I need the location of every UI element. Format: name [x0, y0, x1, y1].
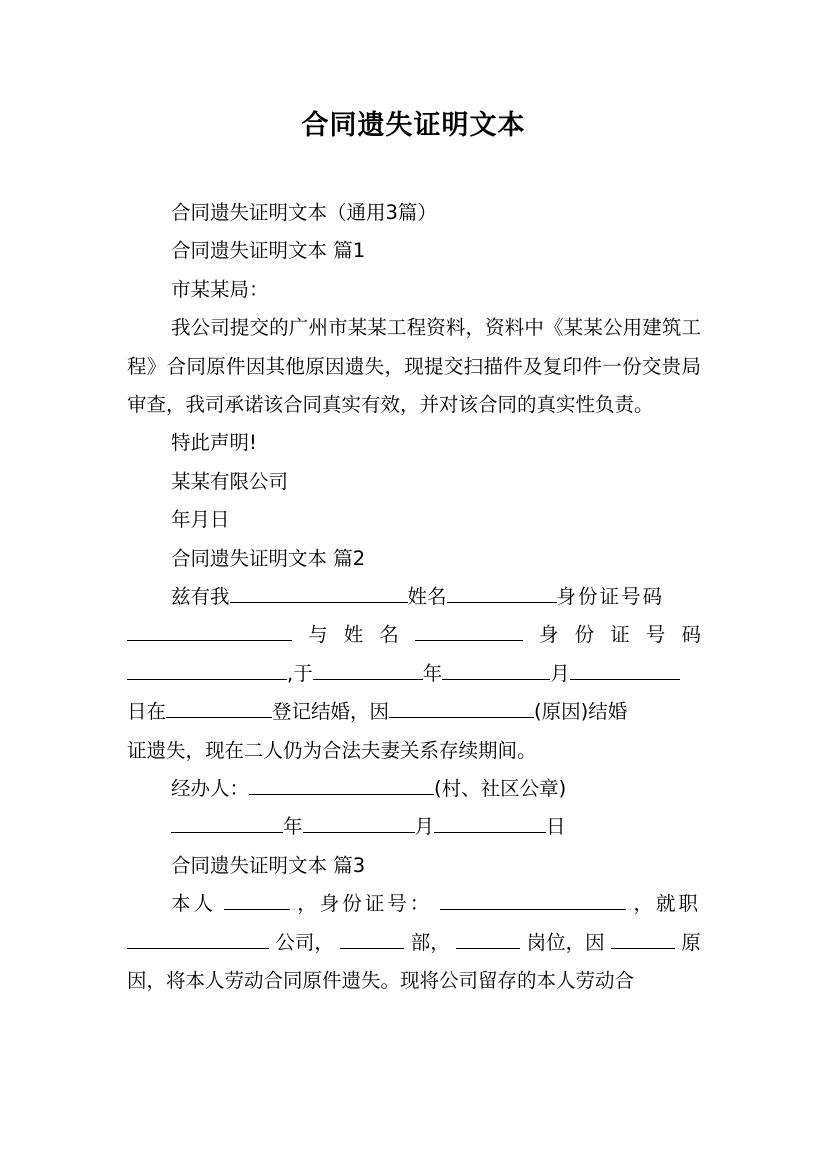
blank-field — [224, 887, 290, 910]
text-segment: 号 — [645, 623, 666, 647]
date-month-label: 月 — [414, 815, 435, 839]
blank-field — [127, 657, 287, 680]
blank-field — [303, 810, 415, 833]
part2-line2 — [127, 616, 701, 654]
blank-field — [340, 926, 404, 949]
text-segment: 原 — [681, 930, 701, 954]
blank-field — [434, 810, 546, 833]
seal-label: (村、社区公章) — [434, 777, 567, 801]
text-segment: 身份证号码 — [556, 585, 665, 609]
date-day-label: 日 — [546, 815, 566, 839]
text-segment: 岗位，因 — [526, 930, 605, 954]
blank-field — [442, 657, 550, 680]
blank-field — [440, 887, 626, 910]
text-segment: 身 — [539, 623, 559, 647]
text-segment: ，身份证号： — [297, 892, 433, 916]
text-segment: 姓 — [343, 623, 364, 647]
text-segment: 日在 — [127, 700, 167, 724]
text-segment: 与 — [308, 623, 328, 647]
part3-line2 — [127, 924, 701, 962]
document-body — [127, 194, 701, 1000]
blank-field — [313, 657, 423, 680]
text-segment: ,于 — [287, 661, 313, 685]
blank-field — [447, 580, 557, 603]
part1-declaration: 特此声明! — [171, 431, 257, 455]
part1-heading: 合同遗失证明文本 篇1 — [171, 239, 366, 263]
part1-addressee: 市某某局： — [171, 277, 269, 301]
part2-line1 — [127, 578, 701, 616]
intro-line: 合同遗失证明文本（通用3篇） — [171, 201, 437, 224]
part2-line5: 证遗失，现在二人仍为合法夫妻关系存续期间。 — [127, 738, 537, 762]
part1-body: 我公司提交的广州市某某工程资料，资料中《某某公用建筑工程》合同原件因其他原因遗失，现提交扫描件及复印件一份交贵局审查，我司承诺该合同真实有效，并对该合同的真实性负责。 — [127, 316, 701, 417]
part3-heading: 合同遗失证明文本 篇3 — [171, 853, 366, 877]
text-segment: 本人 — [171, 892, 217, 916]
text-segment: 部， — [410, 930, 450, 954]
part1-date: 年月日 — [171, 508, 230, 532]
text-segment: 名 — [379, 623, 399, 647]
blank-field — [171, 810, 283, 833]
part2-line4 — [127, 693, 701, 731]
blank-field — [570, 657, 680, 680]
text-segment: 兹有我 — [171, 585, 230, 609]
blank-field — [127, 618, 292, 641]
blank-field — [166, 695, 272, 718]
text-segment: 姓名 — [407, 585, 447, 609]
part3-line3: 因，将本人劳动合同原件遗失。现将公司留存的本人劳动合 — [127, 969, 635, 992]
text-segment: ，就职 — [633, 892, 701, 916]
text-segment: 码 — [681, 623, 701, 647]
part2-line3 — [127, 655, 701, 693]
blank-field — [415, 618, 523, 641]
text-segment: 年 — [422, 661, 443, 685]
blank-field — [230, 580, 408, 603]
text-segment: (原因)结婚 — [534, 700, 628, 724]
blank-field — [456, 926, 520, 949]
text-segment: 份 — [574, 623, 595, 647]
blank-field — [389, 695, 534, 718]
blank-field — [127, 926, 269, 949]
part2-date-line — [127, 808, 701, 846]
handler-label: 经办人： — [171, 777, 250, 801]
date-year-label: 年 — [283, 815, 303, 839]
text-segment: 证 — [610, 623, 630, 647]
part3-line1 — [127, 885, 701, 923]
text-segment: 公司， — [275, 930, 334, 954]
text-segment: 月 — [550, 661, 570, 685]
blank-field — [611, 926, 675, 949]
text-segment: 登记结婚，因 — [272, 700, 390, 724]
part2-handler-line — [127, 770, 701, 808]
blank-field — [249, 772, 434, 795]
part1-company: 某某有限公司 — [171, 469, 289, 493]
part2-heading: 合同遗失证明文本 篇2 — [171, 546, 366, 570]
document-title: 合同遗失证明文本 — [301, 110, 526, 141]
